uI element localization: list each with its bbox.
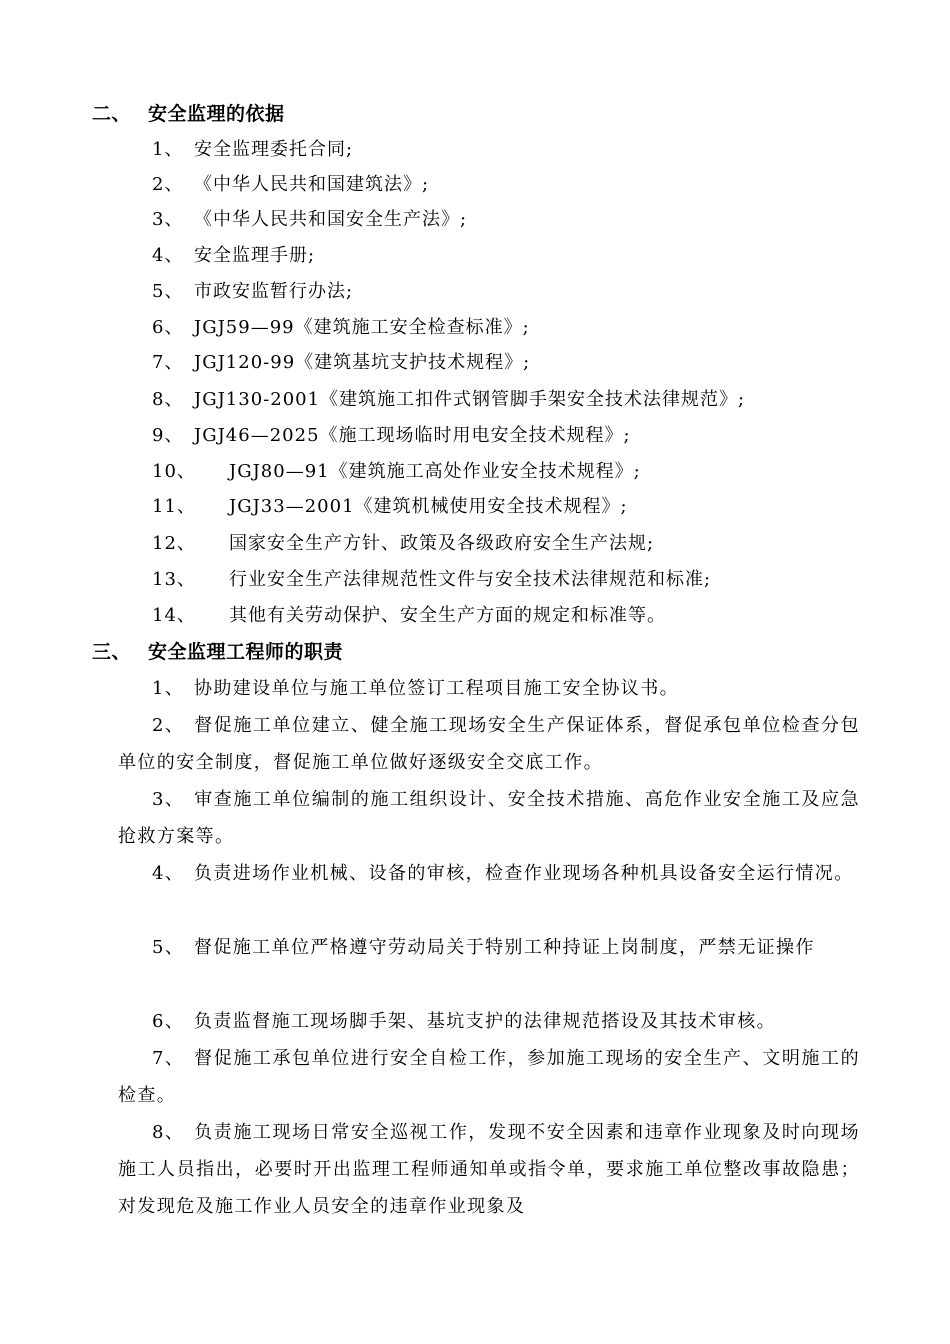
item-number: 5、 [152, 937, 185, 958]
item-text: 行业安全生产法律规范性文件与安全技术法律规范和标准; [229, 569, 712, 590]
item-text: 《中华人民共和国安全生产法》; [194, 209, 468, 230]
item-text: JGJ130-2001《建筑施工扣件式钢管脚手架安全技术法律规范》; [194, 389, 746, 410]
item-text: 负责进场作业机械、设备的审核，检查作业现场各种机具设备安全运行情况。 [194, 863, 854, 884]
list-item [152, 208, 467, 232]
item-text: JGJ59—99《建筑施工安全检查标准》; [194, 317, 530, 338]
item-number: 14、 [152, 605, 196, 626]
list-item [152, 244, 315, 268]
list-item [152, 351, 530, 375]
duty-paragraph [118, 670, 860, 707]
section-title: 安全监理工程师的职责 [148, 641, 344, 663]
item-number: 11、 [152, 496, 196, 517]
item-number: 9、 [152, 425, 184, 446]
item-text: 其他有关劳动保护、安全生产方面的规定和标准等。 [229, 605, 666, 626]
item-text: 督促施工承包单位进行安全自检工作，参加施工现场的安全生产、文明施工的检查。 [118, 1048, 860, 1106]
duty-paragraph [118, 781, 860, 855]
item-text: 负责施工现场日常安全巡视工作，发现不安全因素和违章作业现象及时向现场施工人员指出，必要时开出监理工程师通知单或指令单，要求施工单位整改事故隐患；对发现危及施工作业人员安全的违章作业现象及 [118, 1122, 860, 1217]
item-text: 负责监督施工现场脚手架、基坑支护的法律规范搭设及其技术审核。 [194, 1011, 776, 1032]
duty-paragraph [118, 1003, 860, 1040]
list-item [152, 316, 530, 340]
list-item [152, 138, 353, 162]
list-item [152, 495, 628, 519]
item-number: 2、 [152, 174, 184, 195]
list-item [152, 604, 666, 628]
item-number: 6、 [152, 1011, 185, 1032]
list-item [152, 280, 353, 304]
item-text: 《中华人民共和国建筑法》; [194, 174, 430, 195]
item-text: JGJ46—2025《施工现场临时用电安全技术规程》; [194, 425, 631, 446]
section-number: 二、 [92, 103, 132, 125]
item-number: 1、 [152, 678, 185, 699]
item-number: 12、 [152, 533, 196, 554]
item-text: 安全监理委托合同; [194, 139, 354, 160]
item-number: 3、 [152, 209, 184, 230]
duty-paragraph [118, 929, 860, 966]
list-item [152, 532, 654, 556]
item-number: 4、 [152, 863, 185, 884]
item-text: JGJ80—91《建筑施工高处作业安全技术规程》; [229, 461, 641, 482]
item-text: JGJ33—2001《建筑机械使用安全技术规程》; [229, 496, 628, 517]
list-item [152, 388, 745, 412]
duty-paragraph [118, 707, 860, 781]
item-number: 10、 [152, 461, 196, 482]
section-heading-3 [92, 640, 343, 664]
list-item [152, 568, 711, 592]
item-text: 协助建设单位与施工单位签订工程项目施工安全协议书。 [194, 678, 679, 699]
item-number: 4、 [152, 245, 184, 266]
item-text: 督促施工单位建立、健全施工现场安全生产保证体系，督促承包单位检查分包单位的安全制度，督促施工单位做好逐级安全交底工作。 [118, 715, 860, 773]
section-number: 三、 [92, 641, 132, 663]
item-text: 审查施工单位编制的施工组织设计、安全技术措施、高危作业安全施工及应急抢救方案等。 [118, 789, 860, 847]
item-text: 安全监理手册; [194, 245, 316, 266]
list-item [152, 460, 641, 484]
item-text: JGJ120-99《建筑基坑支护技术规程》; [194, 352, 531, 373]
item-number: 2、 [152, 715, 185, 736]
item-number: 7、 [152, 352, 184, 373]
list-item [152, 173, 429, 197]
item-number: 13、 [152, 569, 196, 590]
item-number: 8、 [152, 1122, 185, 1143]
item-number: 6、 [152, 317, 184, 338]
item-number: 1、 [152, 139, 184, 160]
item-text: 国家安全生产方针、政策及各级政府安全生产法规; [229, 533, 655, 554]
item-text: 市政安监暂行办法; [194, 281, 354, 302]
duty-paragraph [118, 1040, 860, 1114]
item-number: 8、 [152, 389, 184, 410]
section-heading-2 [92, 102, 285, 126]
item-text: 督促施工单位严格遵守劳动局关于特别工种持证上岗制度，严禁无证操作 [194, 937, 815, 958]
list-item [152, 424, 631, 448]
item-number: 7、 [152, 1048, 185, 1069]
duty-paragraph [118, 855, 860, 892]
duty-paragraph [118, 1114, 860, 1225]
item-number: 3、 [152, 789, 185, 810]
section-title: 安全监理的依据 [148, 103, 285, 125]
item-number: 5、 [152, 281, 184, 302]
